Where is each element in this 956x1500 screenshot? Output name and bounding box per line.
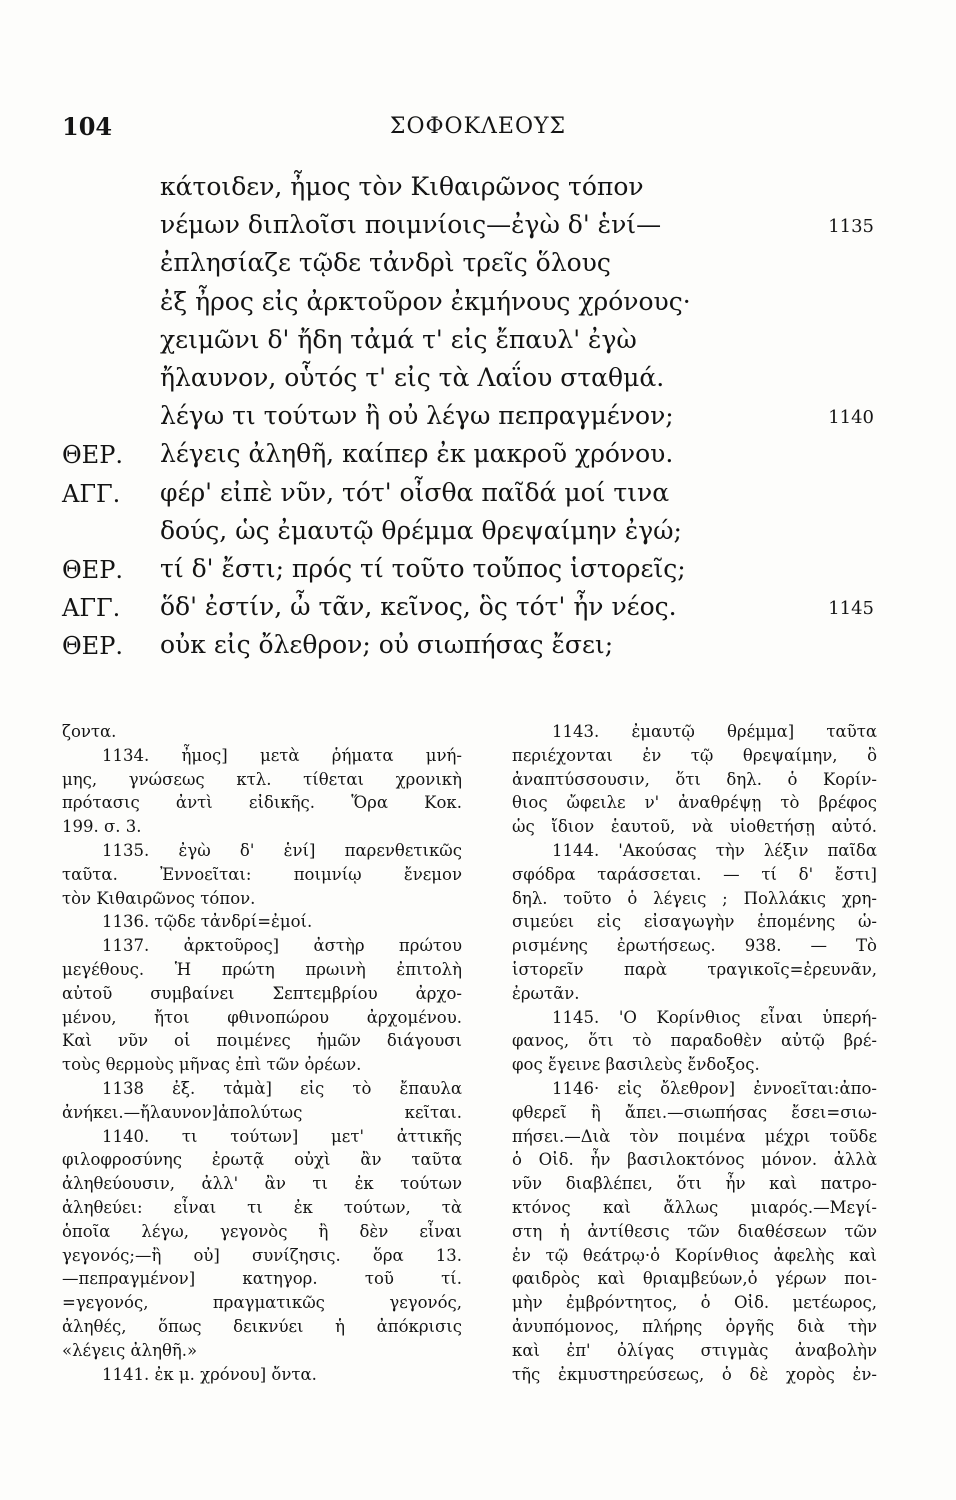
page-number: 104 (62, 112, 113, 141)
note-line: γεγονός;—ἢ οὐ] συνίζησις. ὅρα 13. (62, 1245, 462, 1265)
verse-text: ἤλαυνον, οὗτός τ' εἰς τὰ Λαΐου σταθμά. (160, 362, 665, 392)
speaker-label: ΘΕΡ. (62, 441, 123, 470)
note-line: μης, γνώσεως κτλ. τίθεται χρονικὴ (62, 769, 462, 789)
verse-line (0, 246, 956, 284)
note-line: ταῦτα. Ἐννοεῖται: ποιμνίῳ ἔνεμον (62, 864, 462, 884)
notes-right-column (512, 720, 877, 1386)
verse-text: δούς, ὡς ἐμαυτῷ θρέμμα θρεψαίμην ἐγώ; (160, 515, 682, 545)
note-line: φιλοφροσύνης ἐρωτᾷ οὐχὶ ἂν ταῦτα (62, 1150, 462, 1170)
note-line: ὁ Οἰδ. ἦν βασιλοκτόνος μόνον. ἀλλὰ (512, 1150, 877, 1170)
note-line: 1146· εἰς ὄλεθρον] ἐννοεῖται:ἀπο- (552, 1078, 877, 1098)
speaker-label: ΑΓΓ. (62, 479, 121, 508)
note-line: στη ἡ ἀντίθεσις τῶν διαθέσεων τῶν (512, 1221, 877, 1241)
note-line: ρισμένης ἐρωτήσεως. 938. — Τὸ (512, 936, 877, 956)
verse-line (0, 208, 956, 246)
note-line: ἐρωτᾶν. (512, 983, 580, 1003)
note-line: φθερεῖ ἢ ἄπει.—σιωπήσας ἔσει=σιω- (512, 1102, 877, 1122)
verse-line (0, 514, 956, 552)
verse-text: ἐπλησίαζε τῷδε τἀνδρὶ τρεῖς ὅλους (160, 248, 611, 278)
note-line: περιέχονται ἐν τῷ θρεψαίμην, ὃ (512, 745, 877, 765)
note-line: ἀνυπόμονος, πλήρης ὀργῆς διὰ τὴν (512, 1316, 877, 1336)
verse-text: κάτοιδεν, ἦμος τὸν Κιθαιρῶνος τόπον (160, 172, 644, 201)
verse-text: τί δ' ἔστι; πρός τί τοῦτο τοὔπος ἱστορεῖς; (160, 553, 686, 583)
note-line: 1140. τι τούτων] μετ' ἀττικῆς (102, 1126, 462, 1146)
note-line: πήσει.—Διὰ τὸν ποιμένα μέχρι τοῦδε (512, 1126, 877, 1146)
note-line: αὐτοῦ συμβαίνει Σεπτεμβρίου ἀρχο- (62, 983, 462, 1003)
note-line: σφόδρα ταράσσεται. — τί δ' ἔστι] (512, 864, 877, 884)
note-line: ζοντα. (62, 722, 117, 741)
verse-text: ὅδ' ἐστίν, ὦ τᾶν, κεῖνος, ὃς τότ' ἦν νέος. (160, 592, 677, 622)
verse-line (0, 361, 956, 399)
note-line: ὁποῖα λέγω, γεγονὸς ἢ δὲν εἶναι (62, 1221, 462, 1241)
verse-line (0, 437, 956, 475)
verse-text: λέγεις ἀληθῆ, καίπερ ἐκ μακροῦ χρόνου. (160, 439, 674, 469)
note-line: 1143. ἐμαυτῷ θρέμμα] ταῦτα (552, 722, 877, 741)
note-line: «λέγεις ἀληθῆ.» (62, 1340, 198, 1360)
note-line: ἀνήκει.—ἤλαυνον]ἀπολύτως κεῖται. (62, 1102, 462, 1122)
note-line: 1145. 'Ο Κορίνθιος εἶναι ὑπερή- (552, 1007, 877, 1027)
note-line: δηλ. τοῦτο ὁ λέγεις ; Πολλάκις χρη- (512, 888, 877, 908)
note-line: 1134. ἦμος] μετὰ ῥήματα μνή- (102, 745, 462, 765)
note-line: =γεγονός, πραγματικῶς γεγονός, (62, 1293, 462, 1313)
verse-line (0, 170, 956, 208)
note-line: φος ἔγεινε βασιλεὺς ἔνδοξος. (512, 1055, 760, 1075)
note-line: ἀληθεύουσιν, ἀλλ' ἂν τι ἐκ τούτων (62, 1174, 462, 1194)
verse-text: ἐξ ἦρος εἰς ἀρκτοῦρον ἐκμήνους χρόνους· (160, 286, 691, 316)
note-line: 1138 ἐξ. τἀμὰ] εἰς τὸ ἔπαυλα (102, 1078, 462, 1098)
verse-text: νέμων διπλοῖσι ποιμνίοις—ἐγὼ δ' ἑνί— (160, 210, 662, 240)
verse-line (0, 552, 956, 590)
note-line: ὡς ἴδιον ἑαυτοῦ, νὰ υἱοθετήσῃ αὐτό. (512, 817, 877, 837)
running-head: ΣΟΦΟΚΛΕΟΥΣ (389, 114, 567, 139)
speaker-label: ΑΓΓ. (62, 594, 121, 623)
note-line: ἀληθεύει: εἶναι τι ἐκ τούτων, τὰ (62, 1197, 462, 1217)
note-line: 199. σ. 3. (62, 817, 142, 837)
line-number: 1140 (828, 407, 874, 429)
note-line: ἐν τῷ θεάτρῳ·ὁ Κορίνθιος ἀφελὴς καὶ (512, 1245, 877, 1265)
note-line: τὸν Κιθαιρῶνος τόπον. (62, 888, 256, 908)
note-line: καὶ ἐπ' ὀλίγας στιγμὰς ἀναβολὴν (512, 1340, 877, 1360)
note-line: μὴν ἐμβρόντητος, ὁ Οἰδ. μετέωρος, (512, 1293, 877, 1313)
note-line: τῆς ἐκμυστηρεύσεως, ὁ δὲ χορὸς ἐν- (512, 1364, 877, 1384)
note-line: θιος ὤφειλε ν' ἀναθρέψῃ τὸ βρέφος (512, 793, 877, 813)
note-line: ἀληθές, ὅπως δεικνύει ἡ ἀπόκρισις (62, 1316, 462, 1336)
note-line: μένου, ἤτοι φθινοπώρου ἀρχομένου. (62, 1007, 462, 1027)
note-line: 1137. ἀρκτοῦρος] ἀστὴρ πρώτου (102, 936, 462, 956)
verse-text: φέρ' εἰπὲ νῦν, τότ' οἶσθα παῖδά μοί τινα (160, 477, 670, 507)
verse-line (0, 323, 956, 361)
note-line: Καὶ νῦν οἱ ποιμένες ἡμῶν διάγουσι (62, 1031, 462, 1051)
verse-text: οὐκ εἰς ὄλεθρον; οὐ σιωπήσας ἔσει; (160, 630, 614, 660)
verse-text: λέγω τι τούτων ἢ οὐ λέγω πεπραγμένον; (160, 401, 674, 431)
speaker-label: ΘΕΡ. (62, 632, 123, 661)
note-line: ἀναπτύσσουσιν, ὅτι δηλ. ὁ Κορίν- (512, 769, 877, 789)
verse-line (0, 476, 956, 514)
line-number: 1145 (828, 598, 874, 620)
note-line: φαιδρὸς καὶ θριαμβεύων,ὁ γέρων ποι- (512, 1269, 877, 1289)
verse-line (0, 590, 956, 628)
verse-block (0, 170, 956, 666)
note-line: —πεπραγμένον] κατηγορ. τοῦ τί. (62, 1269, 462, 1289)
note-line: μεγέθους. Ἡ πρώτη πρωινὴ ἐπιτολὴ (62, 959, 462, 979)
note-line: νῦν διαβλέπει, ὅτι ἦν καὶ πατρο- (512, 1174, 877, 1194)
note-line: πρότασις ἀντὶ εἰδικῆς. Ὅρα Κοκ. (62, 793, 462, 813)
note-line: τοὺς θερμοὺς μῆνας ἐπὶ τῶν ὀρέων. (62, 1055, 362, 1075)
verse-line (0, 285, 956, 323)
verse-line (0, 399, 956, 437)
verse-text: χειμῶνι δ' ἤδη τἀμά τ' εἰς ἔπαυλ' ἐγὼ (160, 324, 637, 354)
speaker-label: ΘΕΡ. (62, 555, 123, 584)
note-line: ἱστορεῖν παρὰ τραγικοῖς=ἐρευνᾶν, (512, 959, 877, 979)
note-line: σιμεύει εἰς εἰσαγωγὴν ἑπομένης ὡ- (512, 912, 877, 932)
line-number: 1135 (828, 216, 874, 238)
note-line: 1141. ἐκ μ. χρόνου] ὄντα. (102, 1364, 317, 1384)
note-line: 1144. 'Ακούσας τὴν λέξιν παῖδα (552, 840, 877, 860)
notes-left-column (62, 720, 462, 1386)
note-line: 1136. τῷδε τἀνδρί=ἐμοί. (102, 912, 313, 932)
note-line: 1135. ἐγὼ δ' ἑνί] παρενθετικῶς (102, 840, 462, 860)
note-line: κτόνος καὶ ἄλλως μιαρός.—Μεγί- (512, 1197, 877, 1217)
note-line: φανος, ὅτι τὸ παραδοθὲν αὐτῷ βρέ- (512, 1031, 877, 1051)
verse-line (0, 628, 956, 666)
